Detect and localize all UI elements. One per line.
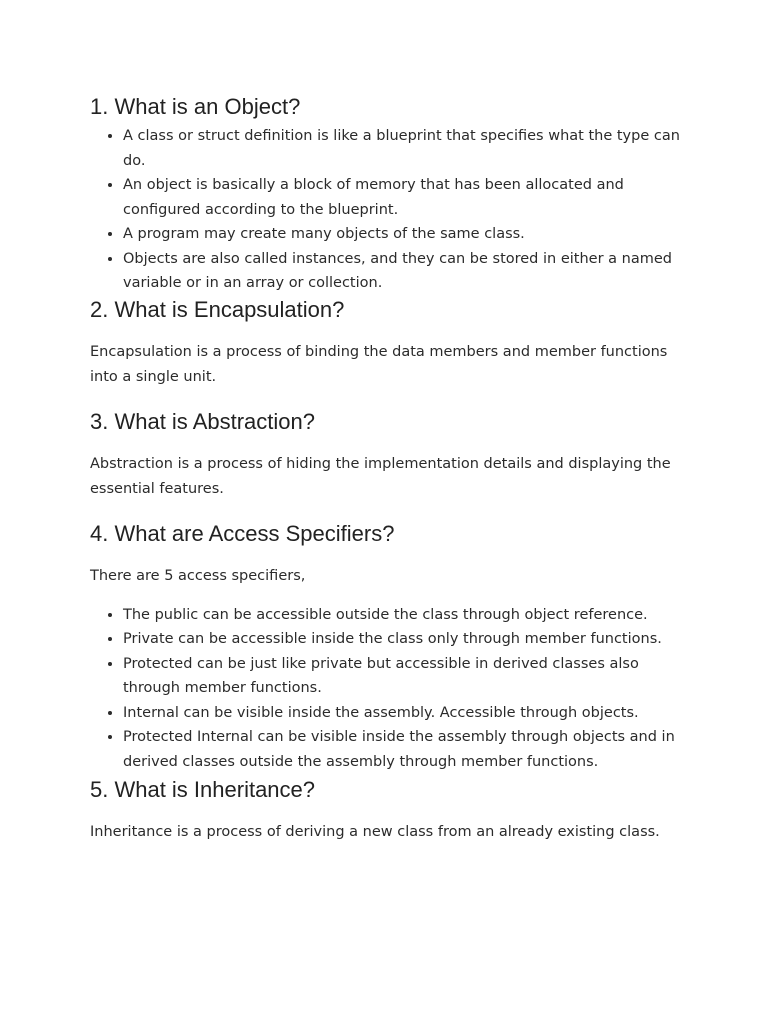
list-item: • Internal can be visible inside the assembly. Accessible through objects. bbox=[123, 701, 690, 726]
list-item: • Protected can be just like private but accessible in derived classes also through member functions. bbox=[123, 652, 690, 701]
abstraction-paragraph: Abstraction is a process of hiding the implementation details and displaying the essential features. bbox=[90, 455, 671, 497]
inheritance-paragraph: Inheritance is a process of deriving a new class from an already existing class. bbox=[90, 824, 660, 840]
access-specifiers-intro: There are 5 access specifiers, bbox=[90, 567, 306, 584]
section-heading-inheritance: 5. What is Inheritance? bbox=[90, 777, 316, 802]
list-item: • An object is basically a block of memory that has been allocated and configured according to the blueprint. bbox=[123, 173, 690, 222]
section-heading-object: 1. What is an Object? bbox=[90, 94, 301, 119]
encapsulation-paragraph: Encapsulation is a process of binding the data members and member functions into a single unit. bbox=[90, 343, 668, 385]
list-item: • Objects are also called instances, and they can be stored in either a named variable or in an array or collection. bbox=[123, 247, 690, 296]
section-heading-abstraction: 3. What is Abstraction? bbox=[90, 408, 315, 434]
section-heading-access-specifiers: 4. What are Access Specifiers? bbox=[90, 520, 395, 546]
access-specifiers-bullet-list bbox=[90, 603, 690, 775]
list-item: • A program may create many objects of the same class. bbox=[123, 222, 690, 247]
list-item: • The public can be accessible outside the class through object reference. bbox=[123, 603, 690, 628]
list-item: • Protected Internal can be visible inside the assembly through objects and in derived classes outside the assembly through member functions. bbox=[123, 725, 690, 774]
list-item: • A class or struct definition is like a blueprint that specifies what the type can do. bbox=[123, 124, 690, 173]
section-heading-encapsulation: 2. What is Encapsulation? bbox=[90, 296, 345, 322]
document-page bbox=[90, 93, 690, 845]
object-bullet-list bbox=[90, 124, 690, 296]
list-item: • Private can be accessible inside the class only through member functions. bbox=[123, 627, 690, 652]
